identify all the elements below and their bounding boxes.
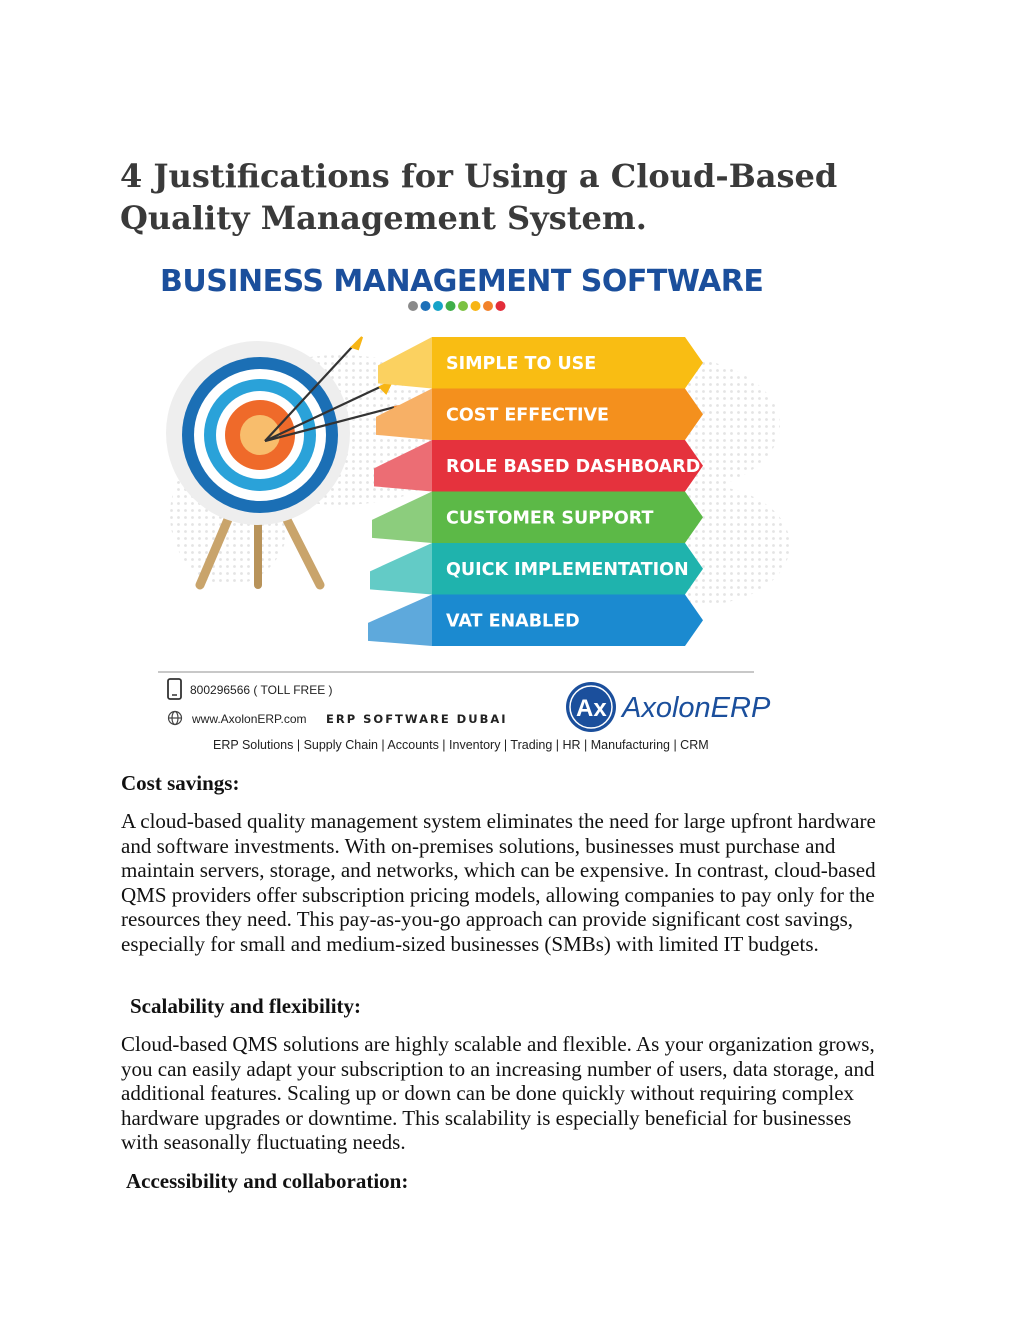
color-dot [471, 301, 481, 311]
feature-band-label: CUSTOMER SUPPORT [446, 508, 654, 529]
globe-icon [169, 712, 182, 725]
color-dot [446, 301, 456, 311]
phone-icon [168, 679, 181, 699]
feature-band-label: VAT ENABLED [446, 611, 580, 632]
color-dot [421, 301, 431, 311]
website-link[interactable]: www.AxolonERP.com [192, 712, 307, 726]
feature-band-label: QUICK IMPLEMENTATION [446, 559, 689, 580]
feature-band-label: SIMPLE TO USE [446, 353, 597, 374]
modules-list: ERP Solutions | Supply Chain | Accounts | Inventory | Trading | HR | Manufacturing | CRM [213, 738, 709, 752]
logo-mark: Ax [576, 695, 607, 722]
cost-savings-heading: Cost savings: [121, 771, 240, 795]
phone-number: 800296566 ( TOLL FREE ) [190, 683, 333, 697]
feature-bands [368, 337, 703, 646]
scalability-heading: Scalability and flexibility: [130, 994, 362, 1018]
logo-name: AxolonERP [622, 692, 771, 724]
feature-band-side [370, 543, 432, 595]
cost-savings-paragraph: A cloud-based quality management system eliminates the need for large upfront hardware and software investments. With on-premises solutions, businesses must purchase and maintain servers, storage, and networks, which can be expensive. In contrast, cloud-based QMS providers offer subscription pricing models, allowing companies to pay only for the resources they need. This pay-as-you-go approach can provide significant cost savings, especially for small and medium-sized businesses (SMBs) with limited IT budgets. [121, 809, 876, 956]
color-dot [433, 301, 443, 311]
color-dot [496, 301, 506, 311]
scalability-paragraph: Cloud-based QMS solutions are highly scalable and flexible. As your organization grows, you can easily adapt your subscription to an increasing number of users, data storage, and additional features. Scaling up or down can be done quickly without requiring complex hardware upgrades or downtime. This scalability is especially beneficial for businesses with seasonally fluctuating needs. [121, 1032, 875, 1154]
feature-band-side [368, 595, 432, 647]
document-title: 4 Justifications for Using a Cloud-Based Quality Management System. [120, 157, 838, 237]
color-dot [408, 301, 418, 311]
color-dot [483, 301, 493, 311]
feature-band-label: COST EFFECTIVE [446, 405, 609, 426]
accessibility-heading: Accessibility and collaboration: [126, 1169, 409, 1193]
business-management-infographic [140, 255, 800, 765]
company-tagline: ERP SOFTWARE DUBAI [326, 712, 508, 726]
feature-band-side [378, 337, 432, 389]
axolon-logo [566, 682, 771, 732]
color-dots-row [408, 301, 506, 311]
color-dot [458, 301, 468, 311]
infographic-heading: BUSINESS MANAGEMENT SOFTWARE [160, 264, 764, 299]
feature-band-label: ROLE BASED DASHBOARD [446, 456, 701, 477]
